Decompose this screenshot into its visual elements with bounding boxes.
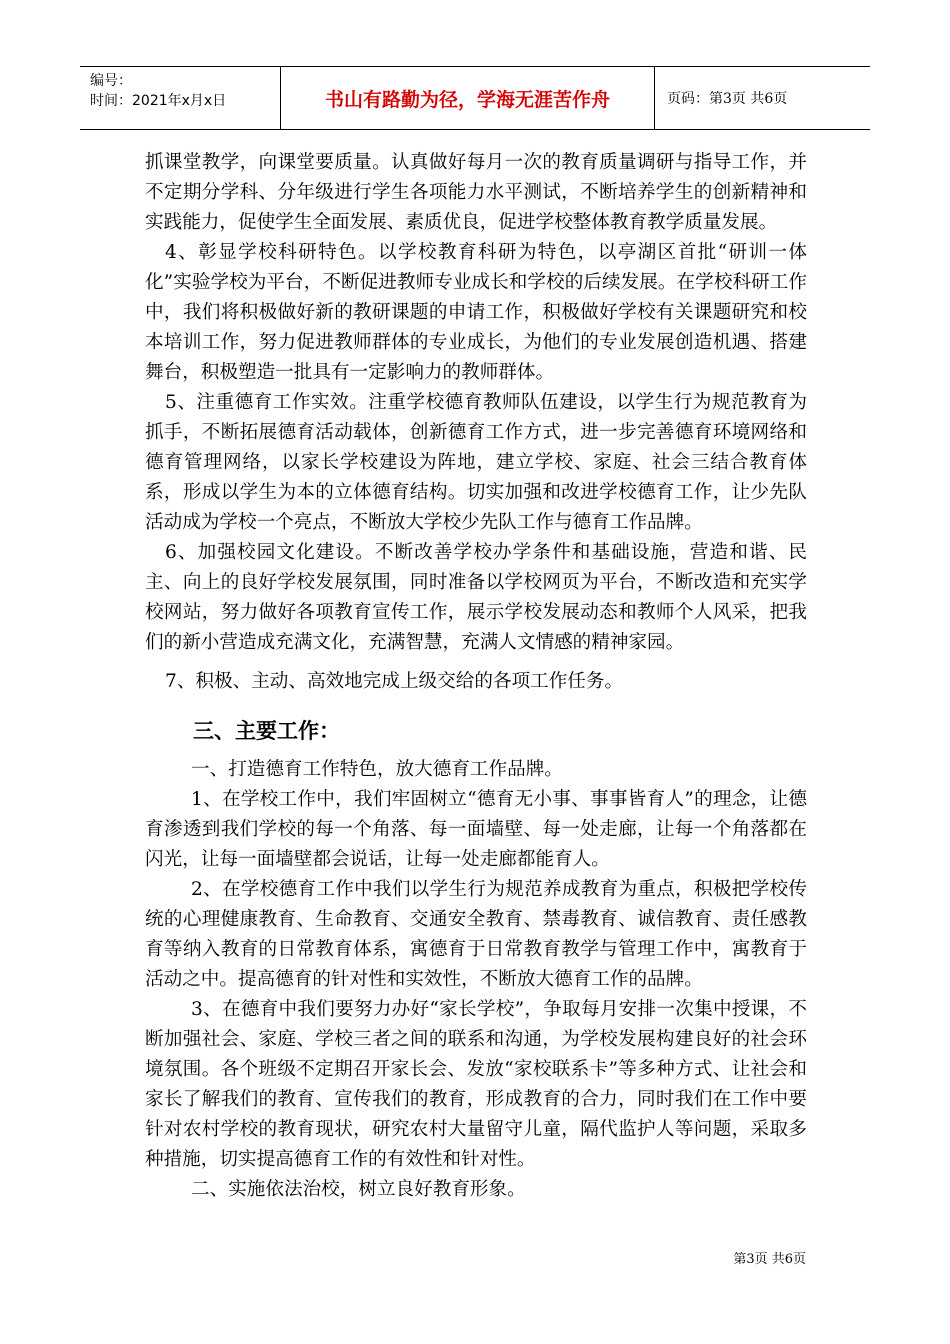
- section-heading: 三、主要工作：: [193, 719, 340, 743]
- document-body: [145, 148, 807, 1205]
- subsection-heading: 一、打造德育工作特色，放大德育工作品牌。: [191, 759, 563, 780]
- header-page-code: 页码：第3页 共6页: [667, 91, 788, 107]
- number-label: 编号：: [90, 73, 132, 89]
- paragraph: 4、彰显学校科研特色。以学校教育科研为特色，以亭湖区首批“研训一体化”实验学校为平台，不断促进教师专业成长和学校的后续发展。在学校科研工作中，我们将积极做好新的教研课题的申请工作，积极做好学校有关课题研究和校本培训工作，努力促进教师群体的专业成长，为他们的专业发展创造机遇、搭建舞台，积极塑造一批具有一定影响力的教师群体。: [145, 242, 807, 383]
- time-label: 时间：2021年x月x日: [90, 93, 227, 109]
- paragraph: 抓课堂教学，向课堂要质量。认真做好每月一次的教育质量调研与指导工作，并不定期分学科、分年级进行学生各项能力水平测试，不断培养学生的创新精神和实践能力，促使学生全面发展、素质优良，促进学校整体教育教学质量发展。: [145, 152, 807, 233]
- page-footer: 第3页 共6页: [733, 1252, 806, 1267]
- page-header: [80, 66, 870, 130]
- header-meta: [80, 67, 281, 129]
- paragraph: 1、在学校工作中，我们牢固树立“德育无小事、事事皆育人”的理念，让德育渗透到我们学校的每一个角落、每一面墙壁、每一处走廊，让每一个角落都在闪光，让每一面墙壁都会说话，让每一处走廊都能育人。: [145, 789, 807, 870]
- subsection-heading: 二、实施依法治校，树立良好教育形象。: [191, 1179, 526, 1200]
- paragraph: 3、在德育中我们要努力办好“家长学校”，争取每月安排一次集中授课，不断加强社会、家庭、学校三者之间的联系和沟通，为学校发展构建良好的社会环境氛围。各个班级不定期召开家长会、发放“家校联系卡”等多种方式、让社会和家长了解我们的教育、宣传我们的教育，形成教育的合力，同时我们在工作中要针对农村学校的教育现状，研究农村大量留守儿童，隔代监护人等问题，采取多种措施，切实提高德育工作的有效性和针对性。: [145, 999, 807, 1170]
- header-motto: 书山有路勤为径，学海无涯苦作舟: [281, 67, 655, 129]
- paragraph: 5、注重德育工作实效。注重学校德育教师队伍建设，以学生行为规范教育为抓手，不断拓展德育活动载体，创新德育工作方式，进一步完善德育环境网络和德育管理网络，以家长学校建设为阵地，建立学校、家庭、社会三结合教育体系，形成以学生为本的立体德育结构。切实加强和改进学校德育工作，让少先队活动成为学校一个亮点，不断放大学校少先队工作与德育工作品牌。: [145, 392, 807, 533]
- paragraph: 6、加强校园文化建设。不断改善学校办学条件和基础设施，营造和谐、民主、向上的良好学校发展氛围，同时准备以学校网页为平台，不断改造和充实学校网站，努力做好各项教育宣传工作，展示学校发展动态和教师个人风采，把我们的新小营造成充满文化，充满智慧，充满人文情感的精神家园。: [145, 542, 807, 653]
- paragraph: 7、积极、主动、高效地完成上级交给的各项工作任务。: [165, 671, 624, 692]
- paragraph: 2、在学校德育工作中我们以学生行为规范养成教育为重点，积极把学校传统的心理健康教育、生命教育、交通安全教育、禁毒教育、诚信教育、责任感教育等纳入教育的日常教育体系，寓德育于日常教育教学与管理工作中，寓教育于活动之中。提高德育的针对性和实效性，不断放大德育工作的品牌。: [145, 879, 807, 990]
